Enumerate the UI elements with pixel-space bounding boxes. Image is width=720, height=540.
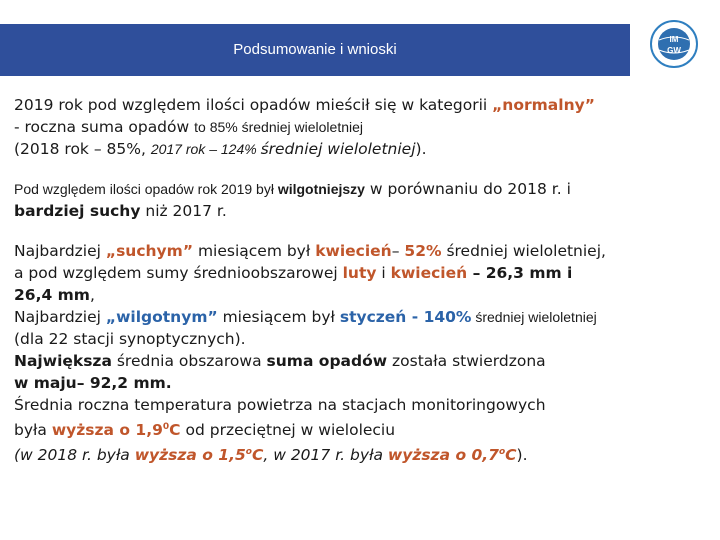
text: wyższa o 1,9	[51, 421, 163, 440]
text: (2018 rok – 85%,	[14, 140, 151, 158]
text: C	[505, 446, 517, 465]
text: średniej wieloletniej	[260, 140, 416, 158]
text: suma opadów	[266, 352, 388, 370]
p3-line2	[14, 262, 714, 284]
text: – 92,2 mm.	[76, 374, 172, 392]
p2-line1	[14, 178, 714, 200]
text: 0	[162, 422, 170, 432]
text: niż 2017 r.	[140, 202, 227, 220]
text: , w 2017 r. była	[263, 446, 388, 465]
text: 52%	[404, 242, 442, 260]
text: wyższa o 1,5	[134, 446, 246, 465]
text: Najbardziej	[14, 242, 106, 260]
text: średnia obszarowa	[111, 352, 267, 370]
imgw-logo-icon	[650, 20, 698, 68]
p1-line2	[14, 116, 714, 138]
text: bardziej suchy	[14, 202, 141, 220]
p3-line1	[14, 240, 714, 262]
text: średniej wieloletniej,	[441, 242, 606, 260]
header-bar	[0, 24, 630, 76]
text: o	[498, 447, 506, 458]
text: – 26,3 mm i	[467, 264, 573, 282]
text: wilgotniejszy	[277, 181, 365, 197]
p4-line2	[14, 416, 714, 441]
text: kwiecień	[315, 242, 392, 260]
text: 26,4 mm	[14, 286, 90, 304]
page-title: Podsumowanie i wnioski	[233, 41, 397, 58]
p3-line4	[14, 306, 714, 328]
p2-line2	[14, 200, 714, 222]
text: ).	[516, 446, 528, 465]
text: miesiącem był	[193, 242, 316, 260]
text: została stwierdzona	[387, 352, 546, 370]
p3-line3	[14, 284, 714, 306]
text: w maju	[14, 374, 77, 392]
p4-line3	[14, 441, 714, 466]
p4-line1: Średnia roczna temperatura powietrza na stacjach monitoringowych	[14, 396, 546, 414]
summary-content	[14, 94, 714, 466]
text: i	[376, 264, 391, 282]
text: (w 2018 r. była	[14, 446, 135, 465]
text: wyższa o 0,7	[387, 446, 499, 465]
text: Najbardziej	[14, 308, 106, 326]
p3-line7	[14, 372, 714, 394]
p3-line6	[14, 350, 714, 372]
svg-text:GW: GW	[667, 46, 681, 55]
text: o	[245, 447, 252, 458]
category-normal: „normalny”	[492, 96, 595, 114]
text: to 85% średniej wieloletniej	[194, 119, 363, 135]
p1-line1	[14, 94, 714, 116]
text: a pod względem sumy średnioobszarowej	[14, 264, 343, 282]
text: Pod względem ilości opadów rok 2019 był	[14, 181, 278, 197]
text: ).	[415, 140, 427, 158]
text: kwiecień	[390, 264, 468, 282]
text: –	[391, 242, 405, 260]
text: luty	[342, 264, 377, 282]
text: „suchym”	[105, 242, 194, 260]
text: - roczna suma opadów	[14, 118, 195, 136]
text: styczeń - 140%	[339, 308, 472, 326]
text: od przeciętnej w wieloleciu	[180, 421, 396, 440]
text: była	[14, 421, 52, 440]
text: C	[169, 421, 181, 440]
text: „wilgotnym”	[105, 308, 218, 326]
text: ,	[89, 286, 95, 304]
text: miesiącem był	[217, 308, 340, 326]
p1-line3	[14, 138, 714, 160]
text: C	[251, 446, 264, 465]
text: średniej wieloletniej	[471, 309, 597, 325]
text: w porównaniu do 2018 r. i	[364, 180, 571, 198]
svg-text:IM: IM	[669, 35, 679, 44]
text: 2017 rok – 124%	[150, 141, 261, 157]
text: Największa	[14, 352, 112, 370]
p3-line5: (dla 22 stacji synoptycznych).	[14, 330, 246, 348]
text: 2019 rok pod względem ilości opadów mieścił się w kategorii	[14, 96, 493, 114]
